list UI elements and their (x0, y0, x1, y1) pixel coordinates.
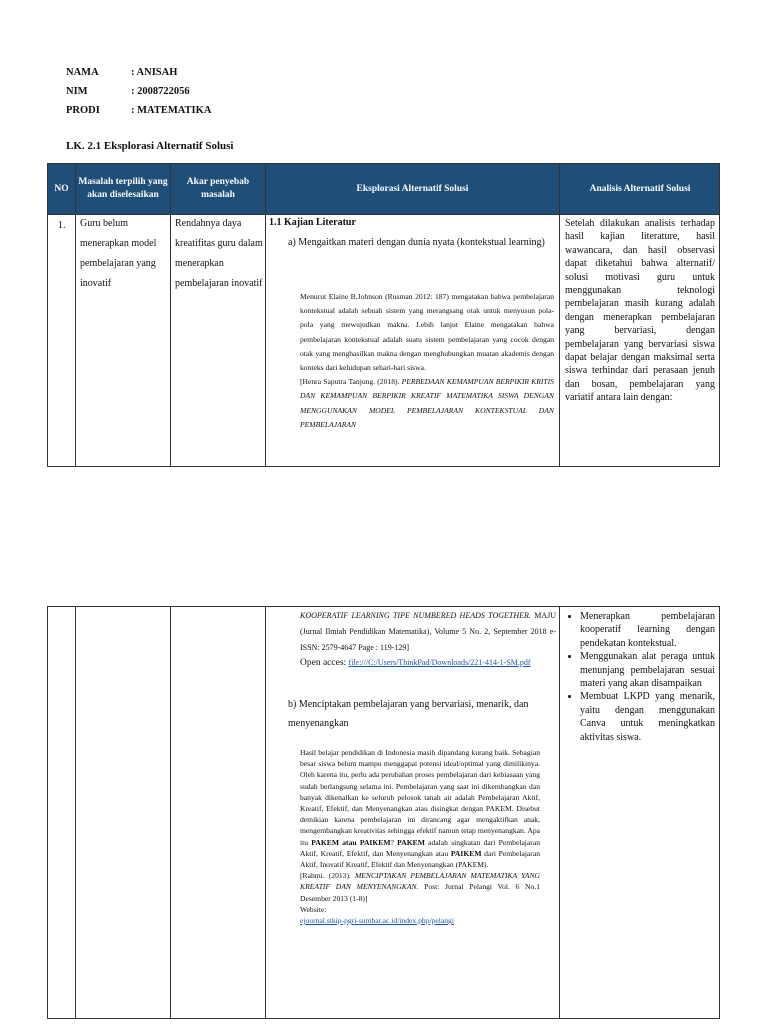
paikem-word: PAIKEM (450, 848, 482, 858)
bullet-item: • Menerapkan pembelajaran kooperatif learning dengan pendekatan kontekstual. (580, 610, 715, 650)
nama-value: : ANISAH (131, 67, 178, 78)
website-link[interactable]: ejournal.stkip-pgri-sumbar.ac.id/index.php/pelangi (300, 916, 454, 926)
ref-b-author: [Rahmi. (2013). (300, 871, 355, 881)
ref-a-title-continued: KOOPERATIF LEARNING TIPE NUMBERED HEADS TOGETHER. (300, 611, 531, 620)
ref-b-journal: Post: Jurnal Pelangi Vol. 6 No.1 Desember 2013 (1-8)] (300, 882, 540, 903)
header-analisis: Analisis Alternatif Solusi (589, 183, 691, 194)
ref-b-title: MENCIPTAKAN PEMBELAJARAN MATEMATIKA YANG KREATIF DAN MENYENANGKAN. (300, 871, 540, 892)
akar-cell: Rendahnya daya kreatifitas guru dalam menerapkan pembelajaran inovatif (175, 218, 263, 289)
quote-b (300, 747, 540, 926)
pakem-word: PAKEM (397, 837, 425, 847)
ref-a-continued (300, 608, 556, 656)
pakem-atau-paikem: PAKEM atau PAIKEM (311, 837, 391, 847)
masalah-cell: Guru belum menerapkan model pembelajaran yang inovatif (80, 218, 157, 289)
item-a-heading: a) Mengaitkan materi dengan dunia nyata (kontekstual learning) (288, 237, 545, 248)
open-access-link[interactable]: file:///C:/Users/ThinkPad/Downloads/221-414-1-SM.pdf (348, 658, 531, 667)
quote-b-text-2: ? (390, 837, 398, 847)
quote-b-text-4: dari Pembelajaran Aktif, Inovatif Kreatif, Efektif dan Menyenangkan (PAKEM). (300, 848, 540, 870)
column-divider (559, 164, 560, 466)
prodi-value: : MATEMATIKA (131, 105, 212, 116)
column-divider (170, 607, 171, 1018)
ref-a-author: [Henra Saputra Tanjung. (2018). (300, 377, 402, 387)
row-number: 1. (58, 220, 66, 231)
nim-value: : 2008722056 (131, 86, 190, 97)
header-eksplorasi: Eksplorasi Alternatif Solusi (356, 183, 469, 194)
column-divider (170, 164, 171, 466)
analisis-cell: Setelah dilakukan analisis terhadap hasil kajian literature, hasil wawancara, dan hasil observasi dapat diketahui bahwa alternatif/ solusi motivasi guru untuk menggunakan teknologi pembelajaran masih kurang adalah dengan menerapkan pembelajaran yang bervariasi, dengan pembelajaran yang bervariasi siswa dapat belajar dengan maksimal serta siswa terhindar dari perasaan jenuh dan bosan, pembelajaran yang variatif antara lain dengan: (565, 218, 715, 404)
nim-label: NIM (66, 86, 88, 97)
analisis-bullets (562, 610, 715, 744)
solution-table-page1 (47, 163, 720, 467)
website-label: Website: (300, 904, 327, 914)
quote-b-text-3: adalah singkatan dari Pembelajaran Aktif, Kreatif, Efektif, dan Menyenangkan atau (300, 837, 540, 858)
table-header (48, 164, 719, 215)
document-title: LK. 2.1 Eksplorasi Alternatif Solusi (66, 140, 234, 152)
bullet-item: • Menggunakan alat peraga untuk menunjang pembelajaran sesuai materi yang akan disampaikan (580, 650, 715, 690)
open-access-label: Open acces: (300, 658, 349, 668)
quote-a-text: Menurut Elaine B.Johnson (Rusman 2012: 187) mengatakan bahwa pembelajaran kontekstual adalah sebuah sistem yang merangsang otak untuk menyusun pola-pola yang mewujudkan makna. Lebih lanjut Elaine mengatakan bahwa pembelajaran kontekstual adalah suatu sistem pembelajaran yang cocok dengan otak yang menghasilkan makna dengan menghubungkan muatan akademis dengan konteks dari kehidupan sehari-hari siswa. (300, 292, 554, 373)
ref-a-journal: MAJU (Jurnal Ilmiah Pendidikan Matematika), Volume 5 No. 2, September 2018 e-ISSN: 2579-4647 Page : 119-129] (300, 611, 556, 652)
prodi-label: PRODI (66, 105, 100, 116)
column-divider (265, 607, 266, 1018)
column-divider (75, 164, 76, 466)
kajian-heading: 1.1 Kajian Literatur (269, 217, 356, 228)
item-b-heading: b) Menciptakan pembelajaran yang bervariasi, menarik, dan menyenangkan (288, 699, 529, 729)
column-divider (265, 164, 266, 466)
header-akar: Akar penyebab masalah (186, 177, 250, 200)
quote-a (300, 290, 554, 432)
solution-table-page2 (47, 606, 720, 1019)
header-masalah: Masalah terpilih yang akan diselesaikan (78, 177, 168, 200)
ref-a-title: PERBEDAAN KEMAMPUAN BERPIKIR KRITIS DAN KEMAMPUAN BERPIKIR KREATIF MATEMATIKA SISWA DENGAN MENGGUNAKAN MODEL PEMBELAJARAN KONTEKSTUAL DAN PEMBELAJARAN (300, 377, 554, 429)
column-divider (559, 607, 560, 1018)
column-divider (75, 607, 76, 1018)
open-access (300, 656, 556, 670)
header-no: NO (54, 183, 69, 194)
bullet-item: • Membuat LKPD yang menarik, yaitu dengan menggunakan Canva untuk meningkatkan aktivitas siswa. (580, 690, 715, 744)
quote-b-text-1: Hasil belajar pendidikan di Indonesia masih dipandang kurang baik. Sebagian besar siswa belum mampu menggapai potensi ideal/optimal yang dimilikinya. Oleh karena itu, perlu ada perubahan proses pembelajaran dari kebiasaan yang sudah berlangsung selama ini. Pembelajaran yang saat ini dikembangkan dan banyak dikenalkan ke seluruh pelosok tanah air adalah Pembelajaran Aktif, Kreatif, Efektif, dan Menyenangkan atau disingkat dengan PAKEM. Disebut demikian karena pembelajaran ini dirancang agar mengaktifkan anak, mengembangkan kreativitas sehingga efektif namun tetap menyenangkan. Apa itu (300, 748, 540, 847)
nama-label: NAMA (66, 67, 99, 78)
